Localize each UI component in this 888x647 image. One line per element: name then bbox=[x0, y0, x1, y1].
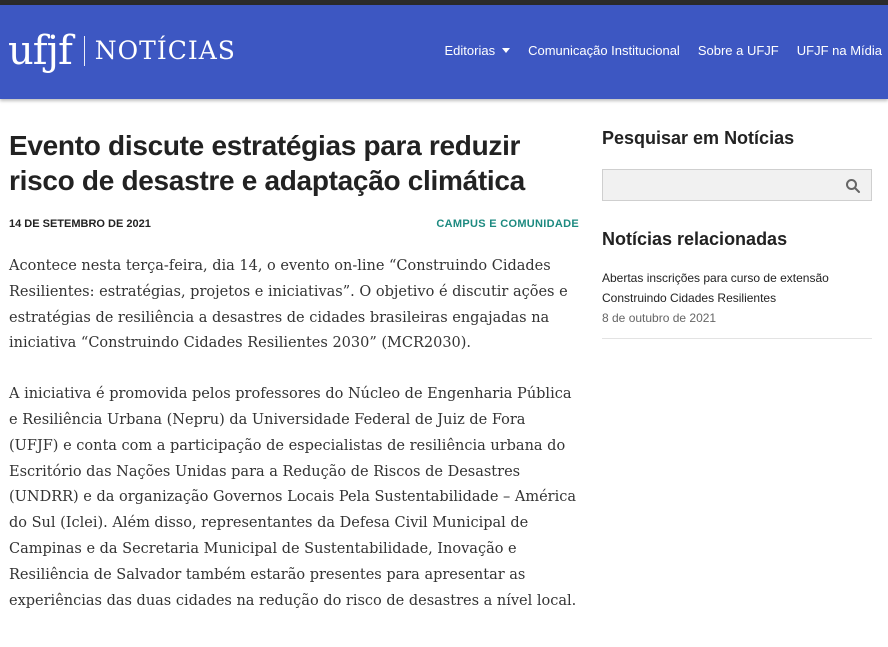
article-title: Evento discute estratégias para reduzir risco de desastre e adaptação climática bbox=[9, 130, 525, 196]
search-input[interactable] bbox=[603, 170, 849, 200]
nav-item-ufjf-na-midia[interactable]: UFJF na Mídia bbox=[796, 43, 882, 58]
nav-item-comunicacao-institucional[interactable]: Comunicação Institucional bbox=[528, 43, 680, 58]
related-news-link[interactable]: Abertas inscrições para curso de extensão Construindo Cidades Resilientes bbox=[602, 271, 829, 305]
sidebar bbox=[602, 128, 872, 339]
main-nav bbox=[427, 43, 883, 58]
article-meta bbox=[9, 218, 579, 230]
search-heading: Pesquisar em Notícias bbox=[602, 128, 795, 148]
related-news-item bbox=[602, 268, 872, 339]
site-logo[interactable] bbox=[8, 27, 236, 75]
article-date: 14 DE SETEMBRO DE 2021 bbox=[9, 218, 151, 230]
nav-item-sobre-ufjf[interactable]: Sobre a UFJF bbox=[697, 43, 779, 58]
related-heading: Notícias relacionadas bbox=[602, 229, 788, 249]
nav-item-editorias[interactable] bbox=[445, 43, 511, 58]
logo-text: NOTÍCIAS bbox=[94, 36, 236, 65]
article-paragraph: A iniciativa é promovida pelos professores do Núcleo de Engenharia Pública e Resiliência Urbana (Nepru) da Universidade Federal de Juiz de Fora (UFJF) e conta com a participação de especialistas de resiliência urbana do Escritório das Nações Unidas para a Redução de Riscos de Desastres (UNDRR) e da organização Governos Locais Pela Sustentabilidade – América do Sul (Iclei). Além disso, representantes da Defesa Civil Municipal de Campinas e da Secretaria Municipal de Sustentabilidade, Inovação e Resiliência de Salvador também estarão presentes para apresentar as experiências das duas cidades na redução do risco de desastres a nível local. bbox=[9, 386, 577, 609]
nav-item-label: Editorias bbox=[444, 43, 496, 58]
chevron-down-icon bbox=[502, 48, 510, 53]
logo-divider bbox=[84, 36, 85, 66]
article-category-link[interactable]: CAMPUS E COMUNIDADE bbox=[436, 218, 579, 230]
article bbox=[9, 128, 579, 614]
site-header bbox=[0, 5, 888, 99]
search-box bbox=[602, 169, 872, 201]
logo-mark: ufjf bbox=[8, 28, 72, 74]
search-icon[interactable] bbox=[845, 178, 861, 194]
article-paragraph: Acontece nesta terça-feira, dia 14, o evento on-line “Construindo Cidades Resilientes: estratégias, projetos e iniciativas”. O objetivo é discutir ações e estratégias de resiliência a desastres de cidades brasileiras engajadas na iniciativa “Construindo Cidades Resilientes 2030” (MCR2030). bbox=[9, 258, 568, 352]
related-news-date: 8 de outubro de 2021 bbox=[602, 311, 717, 325]
